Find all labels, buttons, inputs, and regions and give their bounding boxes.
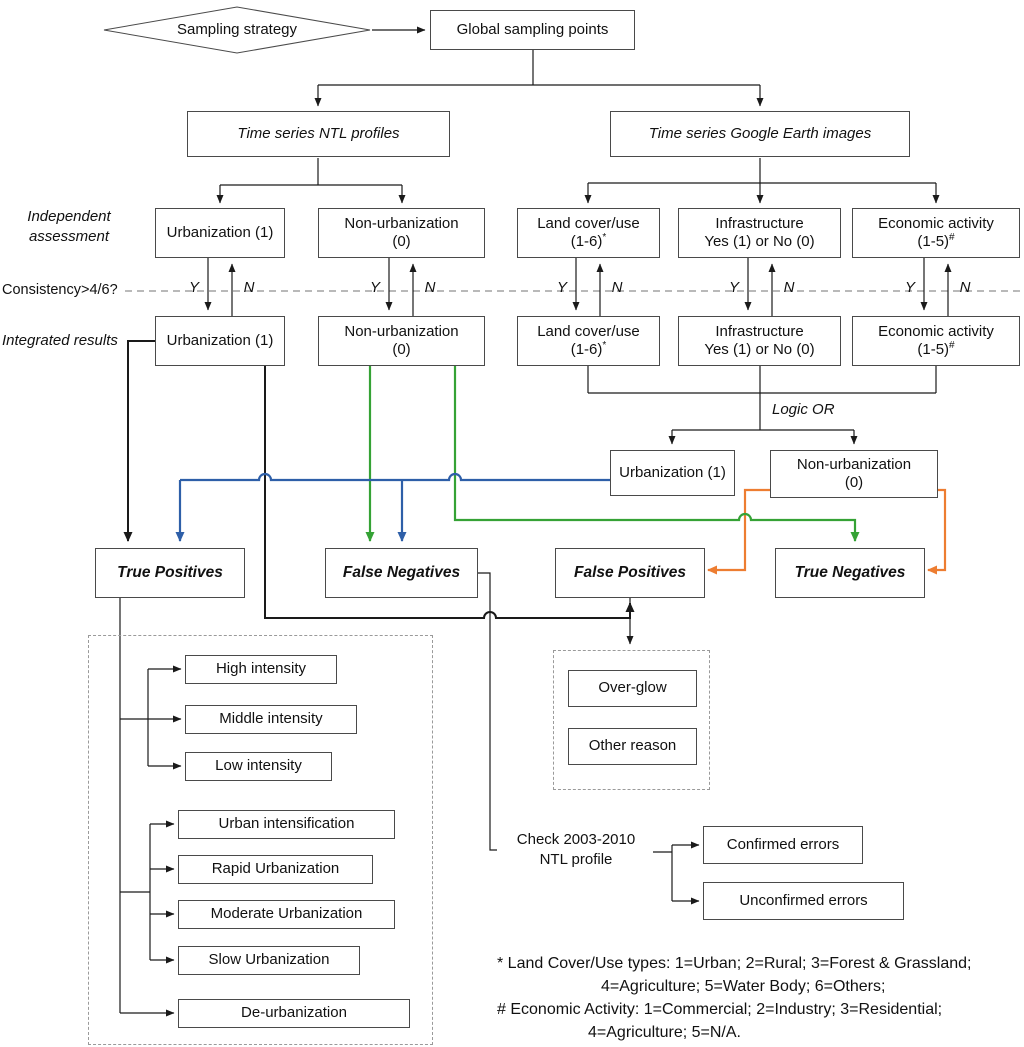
yes-label: Y bbox=[904, 279, 915, 296]
urbanization-or-box: Urbanization (1) bbox=[610, 450, 735, 496]
false-positives-box: False Positives bbox=[555, 548, 705, 598]
no-label: N bbox=[959, 279, 971, 296]
true-negatives-box: True Negatives bbox=[775, 548, 925, 598]
non-urbanization-integrated-box: Non-urbanization (0) bbox=[318, 316, 485, 366]
footnote-land-cover-cont: 4=Agriculture; 5=Water Body; 6=Others; bbox=[601, 978, 886, 995]
consistency-label: Consistency>4/6? bbox=[2, 282, 118, 298]
high-intensity-box: High intensity bbox=[185, 655, 337, 684]
classification-container bbox=[88, 635, 433, 1045]
sampling-strategy-label: Sampling strategy bbox=[176, 21, 298, 38]
unconfirmed-errors-box: Unconfirmed errors bbox=[703, 882, 904, 920]
yes-label: Y bbox=[728, 279, 739, 296]
other-reason-box: Other reason bbox=[568, 728, 697, 765]
economic-integrated-box: Economic activity (1-5)# bbox=[852, 316, 1020, 366]
google-earth-box: Time series Google Earth images bbox=[610, 111, 910, 157]
yes-label: Y bbox=[556, 279, 567, 296]
yes-label: Y bbox=[188, 279, 199, 296]
infrastructure-integrated-box: Infrastructure Yes (1) or No (0) bbox=[678, 316, 841, 366]
footnote-economic-cont: 4=Agriculture; 5=N/A. bbox=[588, 1024, 741, 1041]
no-label: N bbox=[783, 279, 795, 296]
check-ntl-profile-label: Check 2003-2010 NTL profile bbox=[516, 831, 636, 869]
infrastructure-assessment-box: Infrastructure Yes (1) or No (0) bbox=[678, 208, 841, 258]
no-label: N bbox=[243, 279, 255, 296]
urbanization-assessment-box: Urbanization (1) bbox=[155, 208, 285, 258]
footnote-economic: # Economic Activity: 1=Commercial; 2=Industry; 3=Residential; bbox=[497, 1001, 943, 1018]
non-urbanization-assessment-box: Non-urbanization (0) bbox=[318, 208, 485, 258]
yes-label: Y bbox=[369, 279, 380, 296]
moderate-urbanization-box: Moderate Urbanization bbox=[178, 900, 395, 929]
no-label: N bbox=[611, 279, 623, 296]
logic-or-label: Logic OR bbox=[772, 401, 835, 418]
de-urbanization-box: De-urbanization bbox=[178, 999, 410, 1028]
no-label: N bbox=[424, 279, 436, 296]
middle-intensity-box: Middle intensity bbox=[185, 705, 357, 734]
footnote-land-cover: * Land Cover/Use types: 1=Urban; 2=Rural; 3=Forest & Grassland; bbox=[497, 955, 972, 972]
confirmed-errors-box: Confirmed errors bbox=[703, 826, 863, 864]
land-cover-assessment-box: Land cover/use (1-6)* bbox=[517, 208, 660, 258]
non-urbanization-or-box: Non-urbanization (0) bbox=[770, 450, 938, 498]
low-intensity-box: Low intensity bbox=[185, 752, 332, 781]
integrated-results-label: Integrated results bbox=[2, 332, 118, 349]
slow-urbanization-box: Slow Urbanization bbox=[178, 946, 360, 975]
global-sampling-points-box: Global sampling points bbox=[430, 10, 635, 50]
land-cover-integrated-box: Land cover/use (1-6)* bbox=[517, 316, 660, 366]
independent-assessment-label: Independent assessment bbox=[27, 208, 111, 246]
false-negatives-box: False Negatives bbox=[325, 548, 478, 598]
rapid-urbanization-box: Rapid Urbanization bbox=[178, 855, 373, 884]
urbanization-integrated-box: Urbanization (1) bbox=[155, 316, 285, 366]
economic-assessment-box: Economic activity (1-5)# bbox=[852, 208, 1020, 258]
urban-intensification-box: Urban intensification bbox=[178, 810, 395, 839]
blue-routes bbox=[180, 474, 610, 541]
ntl-profiles-box: Time series NTL profiles bbox=[187, 111, 450, 157]
true-positives-box: True Positives bbox=[95, 548, 245, 598]
over-glow-box: Over-glow bbox=[568, 670, 697, 707]
